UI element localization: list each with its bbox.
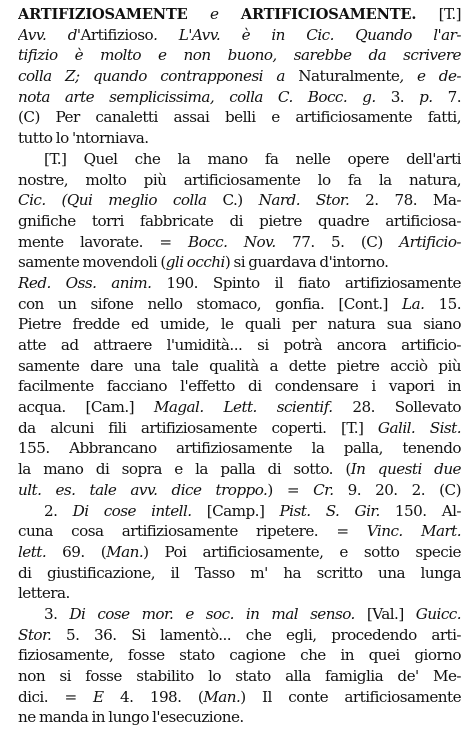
text-segment: la mano di sopra e la palla di sotto. ( — [18, 460, 351, 479]
text-segment: ne manda in lungo l'esecuzione. — [18, 708, 244, 727]
text-segment: nota arte semplicissima, colla C. Bocc. g. — [18, 87, 391, 106]
text-segment: In questi due — [350, 460, 461, 479]
text-segment: Avv. d' — [18, 25, 81, 44]
text-line — [18, 563, 461, 584]
text-segment: 77. 5. (C) — [292, 232, 400, 251]
text-segment: da alcuni fili artifiziosamente coperti. [T.] — [18, 418, 378, 437]
text-line — [18, 666, 461, 687]
text-segment: [T.] Quel che la mano fa nelle opere dell'arti — [44, 149, 461, 168]
text-segment: 190. Spinto il fiato artifiziosamente — [166, 273, 461, 292]
text-line — [18, 314, 461, 335]
text-line — [18, 252, 461, 273]
text-segment: E — [93, 687, 121, 706]
text-line — [18, 45, 461, 66]
text-line — [18, 232, 461, 253]
text-line — [18, 480, 461, 501]
text-segment: 4. 198. ( — [120, 687, 204, 706]
text-segment: non si fosse stabilito lo stato alla famiglia de' Me- — [18, 667, 461, 685]
text-segment: samente movendoli ( — [18, 253, 166, 272]
text-segment: La. — [402, 294, 439, 313]
text-segment: ) Poi artificiosamente, e sotto specie — [143, 542, 461, 561]
text-line — [18, 170, 461, 191]
text-segment: tifizio è molto e non buono, sarebbe da scrivere — [18, 46, 461, 65]
text-line — [18, 190, 461, 211]
text-line — [18, 128, 461, 149]
text-line — [18, 542, 461, 563]
text-segment: Vinc. Mart. — [366, 522, 461, 541]
text-line — [18, 356, 461, 377]
text-segment: di giustificazione, il Tasso m' ha scritto una lunga — [18, 563, 461, 582]
headword: ARTIFICIOSAMENTE. — [240, 6, 417, 23]
text-line — [18, 438, 461, 459]
text-segment: 155. Abbrancano artifiziosamente la palla, tenendo — [18, 439, 461, 458]
text-line — [18, 335, 461, 356]
text-segment: Bocc. Nov. — [187, 232, 293, 251]
text-segment: mente lavorate. = — [18, 232, 188, 251]
text-line — [18, 583, 461, 604]
text-segment: 150. Al- — [394, 501, 461, 520]
text-segment: Guicc. — [415, 604, 461, 623]
text-segment: gli occhi — [165, 253, 225, 272]
text-segment: 5. 36. Si lamentò... che egli, procedendo arti- — [65, 625, 461, 644]
text-line — [18, 687, 461, 708]
text-segment: Magal. Lett. scientif. — [153, 398, 353, 417]
text-segment: Red. Oss. anim. — [18, 273, 167, 292]
text-line — [18, 707, 461, 728]
text-segment: tutto lo 'ntorniava. — [18, 129, 149, 148]
text-segment: Pietre fredde ed umide, le quali per natura sua siano — [18, 315, 461, 334]
text-segment: 9. 20. 2. (C) — [347, 480, 461, 499]
text-segment: 69. ( — [62, 542, 107, 561]
text-segment: [T.] — [416, 5, 461, 23]
text-segment: 3. — [44, 604, 70, 623]
text-segment: 15. — [438, 294, 461, 313]
text-segment: samente dare una tale qualità a dette pietre acciò più — [18, 356, 461, 375]
text-segment: 2. — [44, 501, 73, 520]
text-segment: 2. 78. Ma- — [365, 191, 461, 210]
text-segment: 3. — [390, 87, 420, 106]
text-line — [18, 645, 461, 666]
text-line — [18, 211, 461, 232]
text-segment: ) Il conte artificiosamente — [240, 687, 461, 706]
text-line — [18, 376, 461, 397]
text-line — [18, 625, 461, 646]
text-line — [18, 87, 461, 108]
text-line — [18, 294, 461, 315]
text-segment: Cr. — [313, 480, 348, 499]
headword: ARTIFIZIOSAMENTE — [18, 6, 188, 23]
text-segment: dici. = — [18, 687, 94, 706]
text-line — [18, 66, 461, 87]
text-line — [18, 25, 461, 46]
text-segment: Di cose mor. e soc. in mal senso. — [69, 604, 367, 623]
text-segment: Nard. Stor. — [258, 191, 366, 210]
text-segment: Galil. Sist. — [377, 418, 461, 437]
text-segment: nostre, molto più artificiosamente lo fa la natura, — [18, 170, 461, 189]
text-segment: [Val.] — [366, 604, 416, 623]
text-segment: ult. es. tale avv. dice troppo. — [18, 480, 268, 499]
text-segment: cuna cosa artifiziosamente ripetere. = — [18, 522, 367, 541]
text-segment: con un sifone nello stomaco, gonfia. [Cont.] — [18, 294, 403, 313]
text-segment: lettera. — [18, 584, 70, 603]
text-segment: . L'Avv. è in Cic. Quando l'ar- — [153, 25, 461, 44]
text-line — [18, 149, 461, 170]
text-line — [18, 459, 461, 480]
text-segment: Pist. S. Gir. — [279, 501, 395, 520]
text-line — [18, 604, 461, 625]
text-segment: p. — [419, 87, 448, 106]
text-line — [18, 4, 461, 25]
text-segment: ) = — [267, 480, 314, 499]
text-line — [18, 418, 461, 439]
text-segment: Cic. (Qui meglio colla — [18, 191, 223, 210]
text-segment: acqua. [Cam.] — [18, 398, 154, 417]
text-segment: (C) Per canaletti assai belli e artificiosamente fatti, — [18, 108, 461, 127]
text-segment: Man. — [203, 687, 241, 706]
text-segment: ) si guardava d'intorno. — [224, 253, 389, 272]
text-segment: , e de- — [399, 67, 461, 86]
text-segment: gnifiche torri fabbricate di pietre quadre artificiosa- — [18, 211, 461, 230]
text-line — [18, 107, 461, 128]
text-segment: Naturalmente — [298, 67, 400, 86]
text-segment: Stor. — [18, 625, 66, 644]
text-line — [18, 521, 461, 542]
text-segment: atte ad attraere l'umidità... si potrà ancora artificio- — [18, 336, 461, 354]
text-segment: colla Z; quando contrapponesi a — [18, 67, 299, 86]
text-segment: facilmente facciano l'effetto di condensare i vapori in — [18, 377, 461, 396]
text-segment: Artifizioso — [80, 25, 154, 44]
text-segment: C.) — [222, 191, 259, 210]
text-line — [18, 273, 461, 294]
text-segment: 7. — [447, 87, 461, 106]
text-segment: e — [187, 5, 241, 23]
text-line — [18, 397, 461, 418]
text-segment: Di cose intell. — [72, 501, 207, 520]
text-segment: 28. Sollevato — [352, 398, 461, 417]
text-segment: Man. — [106, 542, 144, 561]
text-segment: Artificio- — [399, 232, 461, 251]
text-segment: fiziosamente, fosse stato cagione che in quei giorno — [18, 646, 461, 665]
text-line — [18, 501, 461, 522]
text-segment: lett. — [18, 542, 63, 561]
text-segment: [Camp.] — [206, 501, 280, 520]
